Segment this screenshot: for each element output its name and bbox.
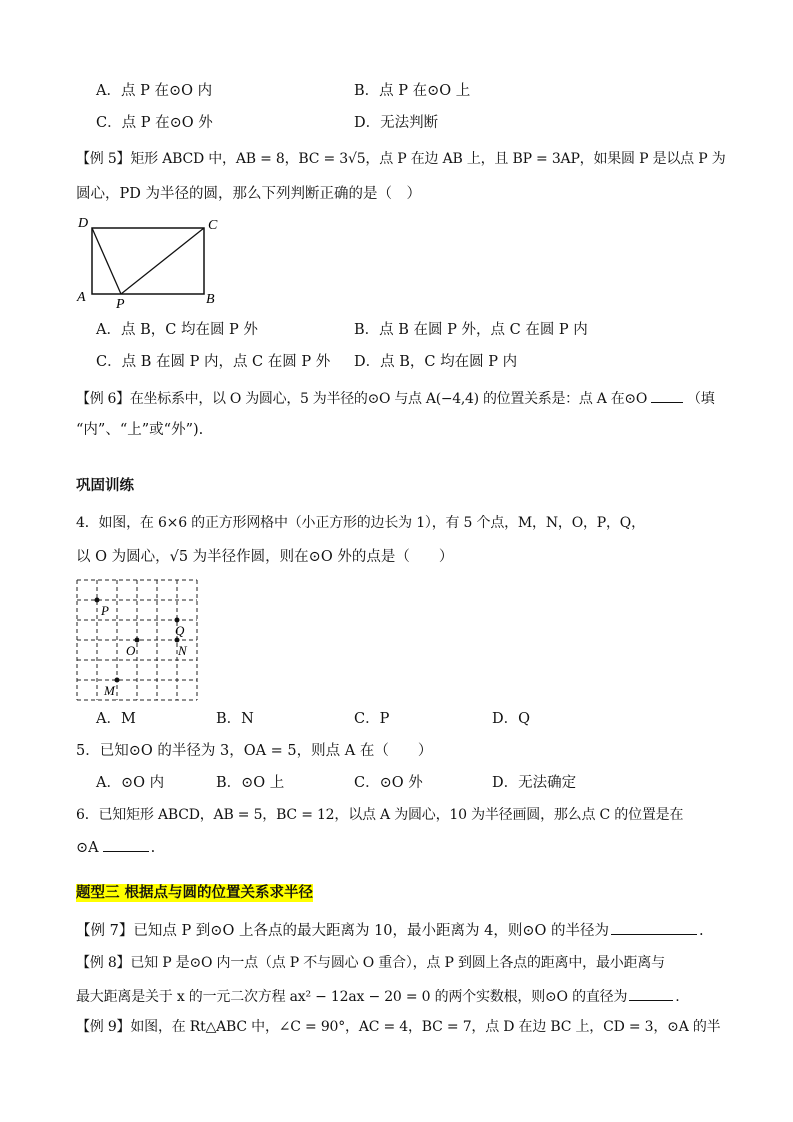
- section-heading-type3: [76, 883, 313, 903]
- question4-option-a: A．M: [96, 711, 136, 727]
- grid-figure: [70, 574, 210, 708]
- answer-blank[interactable]: [651, 388, 683, 403]
- example8-text: 最大距离是关于 x 的一元二次方程 ax² − 12ax − 20 = 0 的两个实数根，则⊙O 的直径为: [76, 989, 628, 1005]
- circle-a-label: ⊙A: [76, 840, 99, 856]
- example8-line2: [76, 986, 680, 1007]
- answer-blank[interactable]: [103, 837, 149, 852]
- question5-option-a: A．⊙O 内: [96, 775, 165, 791]
- label-p: P: [116, 297, 125, 312]
- question4-option-c: C．P: [354, 711, 390, 727]
- example6-line1: [76, 388, 714, 409]
- period: .: [150, 840, 156, 856]
- option-d: D．无法判断: [354, 115, 439, 131]
- period: .: [675, 989, 680, 1005]
- period: .: [699, 923, 704, 939]
- grid-label-o: O: [126, 643, 136, 658]
- example5-line2: 圆心，PD 为半径的圆，那么下列判断正确的是（ ）: [76, 186, 421, 202]
- label-c: C: [208, 218, 218, 233]
- example7-line: [76, 920, 704, 941]
- example5-line1: 【例 5】矩形 ABCD 中，AB = 8，BC = 3√5，点 P 在边 AB 上，且 BP = 3AP，如果圆 P 是以点 P 为: [76, 151, 726, 167]
- segment-pc: [121, 228, 204, 294]
- segment-dp: [92, 228, 121, 294]
- question5-option-c: C．⊙O 外: [354, 775, 423, 791]
- highlighted-heading: 题型三 根据点与圆的位置关系求半径: [76, 885, 314, 901]
- question4-line1: 4．如图，在 6×6 的正方形网格中（小正方形的边长为 1），有 5 个点，M，N，O，P，Q，: [76, 515, 645, 531]
- rectangle-figure: [70, 212, 230, 312]
- question5-option-b: B．⊙O 上: [216, 775, 285, 791]
- option-c: C．点 P 在⊙O 外: [96, 115, 213, 131]
- example8-line1: 【例 8】已知 P 是⊙O 内一点（点 P 不与圆心 O 重合），点 P 到圆上各点的距离中，最小距离与: [76, 955, 665, 971]
- grid-label-p: P: [101, 603, 109, 618]
- section-heading-consolidate: 巩固训练: [76, 478, 134, 494]
- label-a: A: [77, 290, 86, 305]
- grid-point-n: [175, 638, 180, 643]
- option-a: A．点 P 在⊙O 内: [96, 83, 213, 99]
- rectangle-abcd: [92, 228, 204, 294]
- grid-point-m: [115, 678, 120, 683]
- question6-line1: 6．已知矩形 ABCD，AB = 5，BC = 12，以点 A 为圆心，10 为半径画圆，那么点 C 的位置是在: [76, 807, 684, 823]
- question5-line1: 5．已知⊙O 的半径为 3，OA = 5，则点 A 在（ ）: [76, 743, 433, 759]
- grid-point-q: [175, 618, 180, 623]
- example5-option-a: A．点 B，C 均在圆 P 外: [96, 322, 258, 338]
- example5-option-c: C．点 B 在圆 P 内，点 C 在圆 P 外: [96, 354, 331, 370]
- question4-line2: 以 O 为圆心，√5 为半径作圆，则在⊙O 外的点是（ ）: [76, 549, 454, 565]
- label-b: B: [206, 292, 215, 307]
- grid-label-m: M: [104, 683, 115, 698]
- label-d: D: [78, 216, 89, 231]
- example6-line2: “内”、“上”或“外”).: [76, 422, 204, 438]
- question6-line2: [76, 837, 155, 858]
- answer-blank[interactable]: [611, 920, 697, 935]
- example6-text: 【例 6】在坐标系中，以 O 为圆心，5 为半径的⊙O 与点 A(−4,4) 的位置关系是：点 A 在⊙O: [76, 391, 647, 407]
- grid-label-q: Q: [175, 623, 185, 638]
- answer-blank[interactable]: [629, 986, 673, 1001]
- grid-label-n: N: [178, 643, 187, 658]
- option-b: B．点 P 在⊙O 上: [354, 83, 471, 99]
- example9-line1: 【例 9】如图，在 Rt△ABC 中，∠C = 90°，AC = 4，BC = 7，点 D 在边 BC 上，CD = 3，⊙A 的半: [76, 1019, 721, 1035]
- example5-option-b: B．点 B 在圆 P 外，点 C 在圆 P 内: [354, 322, 588, 338]
- grid-point-o: [135, 638, 140, 643]
- question5-option-d: D．无法确定: [492, 775, 577, 791]
- question4-option-d: D．Q: [492, 711, 531, 727]
- example6-tail: （填: [687, 391, 715, 407]
- example7-text: 【例 7】已知点 P 到⊙O 上各点的最大距离为 10，最小距离为 4，则⊙O 的半径为: [76, 923, 609, 939]
- question4-option-b: B．N: [216, 711, 254, 727]
- grid-point-p: [95, 598, 100, 603]
- example5-option-d: D．点 B，C 均在圆 P 内: [354, 354, 518, 370]
